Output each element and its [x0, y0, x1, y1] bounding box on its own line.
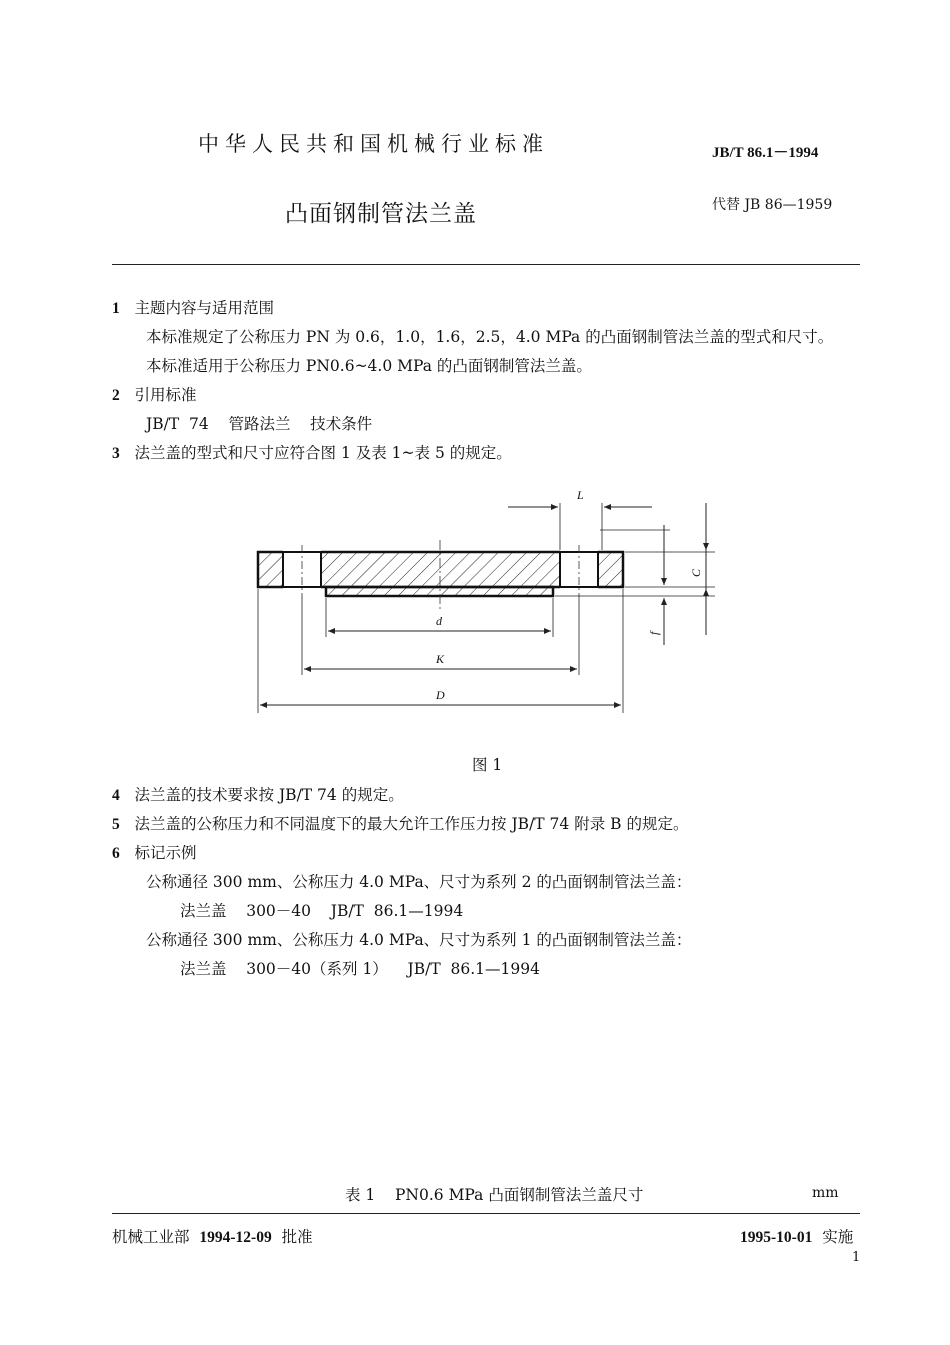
section-number: 1 [112, 300, 120, 317]
marking-example-desc-2: 公称通径 300 mm、公称压力 4.0 MPa、尺寸为系列 1 的凸面钢制管法兰盖： [146, 931, 692, 949]
header-divider [112, 264, 860, 265]
section-title: 引用标准 [134, 386, 197, 404]
section-number: 4 [112, 787, 120, 804]
section-number: 6 [112, 845, 120, 862]
dim-label-K: K [436, 652, 445, 666]
page-number: 1 [852, 1250, 861, 1265]
table-1-caption: 表 1 PN0.6 MPa 凸面钢制管法兰盖尺寸 [345, 1186, 644, 1204]
section-number: 3 [112, 445, 120, 462]
section-5-heading [112, 812, 688, 834]
approve-date: 1994-12-09 [199, 1229, 272, 1246]
section-title: 标记示例 [134, 844, 197, 862]
section-4-heading [112, 783, 404, 805]
section-title: 主题内容与适用范围 [134, 299, 275, 317]
section-1-para-2: 本标准适用于公称压力 PN0.6~4.0 MPa 的凸面钢制管法兰盖。 [146, 357, 592, 375]
dim-label-d: d [436, 614, 442, 628]
dim-label-D: D [436, 688, 445, 702]
section-2-heading [112, 383, 197, 405]
section-title: 法兰盖的技术要求按 JB/T 74 的规定。 [134, 786, 404, 804]
document-title: 凸面钢制管法兰盖 [285, 201, 477, 227]
standard-code: JB/T 86.1－1994 [712, 145, 819, 161]
section-6-heading [112, 841, 197, 863]
referenced-standard: JB/T 74 管路法兰 技术条件 [146, 415, 373, 433]
dim-label-L: L [577, 488, 584, 502]
marking-example-desc-1: 公称通径 300 mm、公称压力 4.0 MPa、尺寸为系列 2 的凸面钢制管法兰盖： [146, 873, 692, 891]
effective-info [740, 1225, 853, 1247]
flange-cross-section [258, 540, 623, 610]
approve-label: 批准 [281, 1228, 313, 1246]
marking-example-2: 法兰盖 300－40（系列 1） JB/T 86.1—1994 [180, 960, 540, 978]
figure-caption: 图 1 [472, 756, 503, 774]
standard-title: 中华人民共和国机械行业标准 [198, 132, 549, 156]
effective-date: 1995-10-01 [740, 1229, 813, 1246]
section-title: 法兰盖的公称压力和不同温度下的最大允许工作压力按 JB/T 74 附录 B 的规定。 [134, 815, 689, 833]
section-1-heading [112, 296, 274, 318]
dim-label-C: C [689, 568, 703, 577]
approval-info [112, 1225, 313, 1247]
footer-divider [112, 1213, 860, 1214]
section-3-heading [112, 441, 512, 463]
effective-label: 实施 [822, 1228, 854, 1246]
figure-1-drawing [240, 485, 720, 729]
dim-label-f: f [647, 631, 661, 635]
approver: 机械工业部 [112, 1228, 190, 1246]
section-1-para-1: 本标准规定了公称压力 PN 为 0.6，1.0，1.6，2.5，4.0 MPa 的凸面钢制管法兰盖的型式和尺寸。 [146, 328, 834, 346]
table-unit: mm [812, 1185, 839, 1201]
section-title: 法兰盖的型式和尺寸应符合图 1 及表 1~表 5 的规定。 [134, 444, 512, 462]
section-number: 2 [112, 387, 120, 404]
replaces-note: 代替 JB 86—1959 [712, 197, 833, 213]
marking-example-1: 法兰盖 300－40 JB/T 86.1—1994 [180, 902, 464, 920]
section-number: 5 [112, 816, 120, 833]
